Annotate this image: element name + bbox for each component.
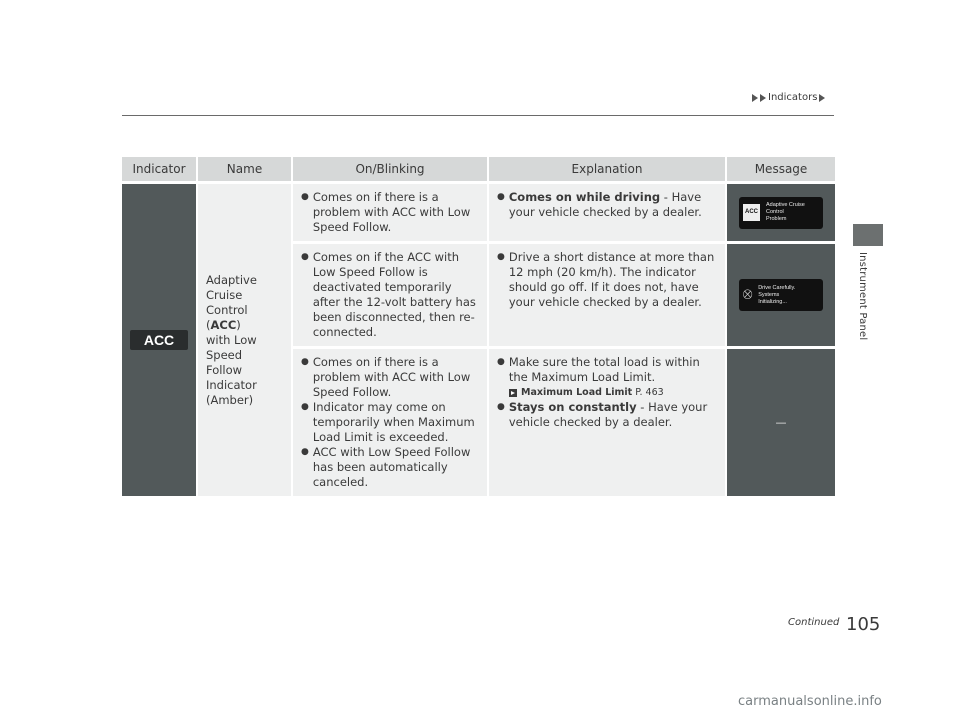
header-rule [122, 115, 834, 116]
bullet-icon: ● [301, 402, 309, 412]
bullet-icon: ● [301, 447, 309, 457]
breadcrumb-arrow-icon [752, 94, 758, 102]
name-line: (Amber) [206, 392, 254, 407]
name-line: Adaptive Cruise [206, 272, 257, 302]
section-label: Instrument Panel [857, 252, 868, 341]
name-line: with Low Speed [206, 332, 257, 362]
message-screen [739, 197, 823, 229]
name-line: Follow Indicator [206, 362, 257, 392]
on-blinking-cell: ● Comes on if the ACC with Low Speed Follow is deactivated temporarily after the 12-volt battery has been disconnected, then re-connected. [293, 244, 487, 346]
on-blinking-cell: ● Comes on if there is a problem with ACC with Low Speed Follow. [293, 184, 487, 241]
col-header-indicator: Indicator [122, 157, 196, 181]
on-blinking-cell: ● Comes on if there is a problem with ACC with Low Speed Follow. ● Indicator may come on temporarily when Maximum Load Limit is exceeded. ● ACC with Low Speed Follow has been automatically canceled. [293, 349, 487, 496]
bullet-icon: ● [497, 402, 505, 412]
message-text: Drive Carefully. Systems Initializing... [758, 284, 796, 305]
explanation-cell: ● Make sure the total load is within the Maximum Load Limit. Maximum Load Limit P. 463 ● Stays on constantly - Have your vehicle checked by a dealer. [489, 349, 725, 496]
bullet-icon: ● [497, 252, 505, 262]
message-screen [739, 279, 823, 311]
table-row [122, 184, 835, 241]
bullet-icon: ● [301, 357, 309, 367]
col-header-explanation: Explanation [489, 157, 725, 181]
breadcrumb [752, 92, 825, 103]
acc-indicator-icon: ACC [130, 330, 188, 350]
name-cell [198, 184, 291, 496]
continued-label: Continued [788, 617, 840, 628]
indicator-cell [122, 184, 196, 496]
breadcrumb-arrow-icon [760, 94, 766, 102]
bullet-icon: ● [301, 192, 309, 202]
bullet-icon: ● [301, 252, 309, 262]
name-line-acc: Control (ACC) [206, 302, 248, 332]
indicator-table [120, 154, 837, 499]
col-header-message: Message [727, 157, 835, 181]
explanation-cell: ● Drive a short distance at more than 12 mph (20 km/h). The indicator should go off. If it does not, have your vehicle checked by a dealer. [489, 244, 725, 346]
bullet-icon: ● [497, 192, 505, 202]
reference-arrow-icon [509, 389, 517, 397]
acc-icon: ACC [743, 204, 760, 221]
message-cell [727, 184, 835, 241]
watermark: carmanualsonline.info [738, 694, 882, 709]
col-header-name: Name [198, 157, 291, 181]
col-header-on-blinking: On/Blinking [293, 157, 487, 181]
bullet-icon: ● [497, 357, 505, 367]
page-number: 105 [846, 614, 881, 635]
breadcrumb-text: Indicators [768, 92, 818, 103]
section-tab [853, 224, 883, 246]
breadcrumb-arrow-icon [819, 94, 825, 102]
cross-reference[interactable]: Maximum Load Limit P. 463 [509, 385, 719, 400]
explanation-cell: ● Comes on while driving - Have your vehicle checked by a dealer. [489, 184, 725, 241]
car-warning-icon: ⛒ [743, 289, 753, 300]
message-cell [727, 349, 835, 496]
message-text: Adaptive Cruise Control Problem [766, 202, 805, 222]
table-header-row [122, 157, 835, 181]
message-cell [727, 244, 835, 346]
no-message-dash: — [775, 416, 787, 429]
